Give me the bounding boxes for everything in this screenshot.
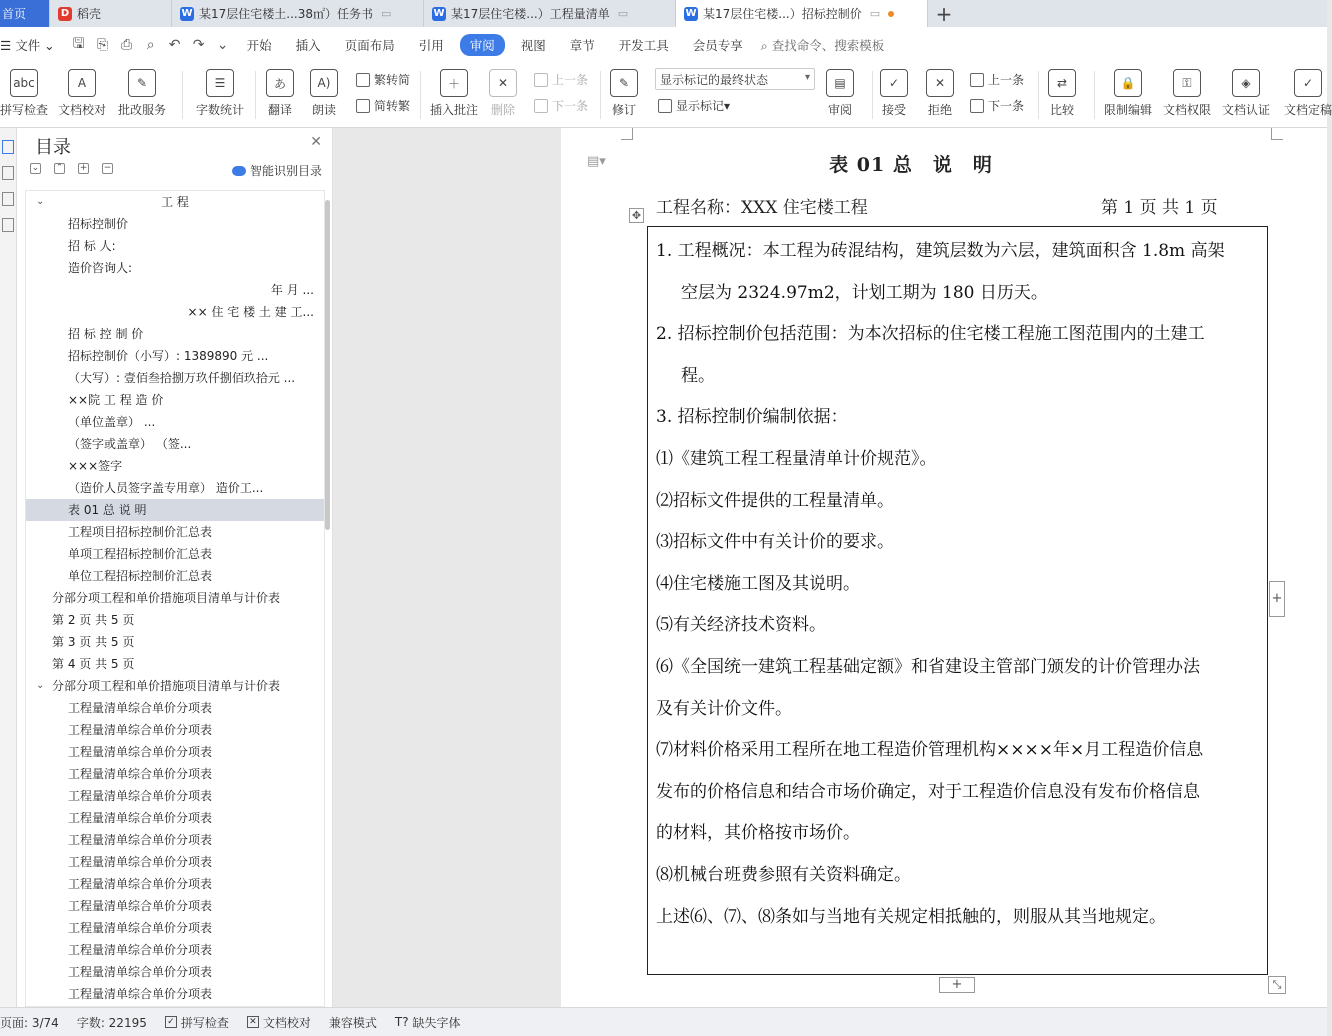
missing-font-label: 缺失字体 (412, 1015, 461, 1030)
reject-icon: ✕ (926, 69, 954, 97)
tab-close-icon[interactable]: ▭ (869, 7, 881, 20)
doc-proof-label: 文档校对 (58, 103, 107, 117)
description-box[interactable] (647, 226, 1268, 975)
toc-item[interactable] (26, 697, 324, 719)
toc-item[interactable] (26, 257, 324, 279)
tab-close-icon[interactable]: ▭ (380, 7, 392, 20)
toc-panel (17, 128, 333, 1007)
prev-change-button[interactable] (970, 71, 1024, 88)
status-spell-check-label: 拼写检查 (180, 1015, 229, 1030)
doc-paragraph: ⑺材料价格采用工程所在地工程造价管理机构××××年×月工程造价信息 (656, 740, 1204, 761)
tab-label: 某17层住宅楼土...38㎡）任务书 (199, 7, 373, 21)
toc-item[interactable] (26, 543, 324, 565)
next-comment-icon (534, 99, 548, 113)
toc-item-label: 第 4 页 共 5 页 (52, 657, 135, 671)
toc-item-label: ×××签字 (68, 459, 123, 473)
accept-label: 接受 (881, 103, 906, 117)
toc-item[interactable] (26, 235, 324, 257)
toc-item[interactable] (26, 345, 324, 367)
toc-item[interactable] (26, 411, 324, 433)
daoke-icon: D (58, 7, 72, 21)
close-icon[interactable]: ✕ (310, 134, 322, 150)
word-doc-icon: W (433, 8, 445, 19)
next-comment-button[interactable] (534, 97, 588, 114)
toc-item-label: 工程量清单综合单价分项表 (68, 723, 213, 737)
insert-comment-button[interactable] (430, 69, 478, 118)
accept-button[interactable] (880, 69, 908, 118)
preview-icon[interactable]: ⌕ (146, 37, 155, 53)
menu-bar (0, 27, 1327, 63)
track-changes-icon: ✎ (610, 69, 638, 97)
doc-paragraph: 程。 (681, 365, 715, 386)
collapse-all-icon[interactable]: ⌄ (31, 163, 40, 173)
word-count[interactable]: 字数: 22195 (76, 1015, 147, 1030)
ribbon-divider (872, 71, 873, 119)
toc-item-label: 工程量清单综合单价分项表 (68, 745, 213, 759)
compare-label: 比较 (1049, 103, 1074, 117)
doc-paragraph: 空层为 2324.97m2，计划工期为 180 日历天。 (681, 282, 1048, 303)
toc-item-label: 分部分项工程和单价措施项目清单与计价表 (52, 679, 281, 693)
page-corner-mark (621, 128, 633, 140)
remove-heading-icon[interactable]: − (103, 163, 112, 173)
search-placeholder: 查找命令、搜索模板 (771, 38, 885, 53)
ribbon-divider (1038, 71, 1039, 119)
menu-view[interactable]: 视图 (520, 38, 546, 53)
toc-item-label: 工 程 (161, 195, 189, 209)
toc-list (25, 190, 325, 1007)
toc-item-label: 招标控制价 (68, 217, 129, 231)
prev-comment-label: 上一条 (552, 73, 589, 87)
file-menu-label: 文件 (15, 38, 41, 53)
doc-finalize-icon: ✓ (1294, 69, 1322, 97)
expand-all-icon[interactable]: ⌃ (55, 163, 64, 173)
toc-item[interactable] (26, 675, 324, 697)
chevron-down-icon[interactable]: ⌄ (36, 680, 45, 691)
menu-review[interactable]: 审阅 (460, 34, 505, 56)
doc-paragraph: ⑶招标文件中有关计价的要求。 (656, 532, 894, 553)
undo-icon[interactable]: ↶ (168, 37, 181, 53)
doc-proof-icon: A (68, 69, 96, 97)
menu-start[interactable]: 开始 (246, 38, 272, 53)
toc-item-label: 工程量清单综合单价分项表 (68, 965, 213, 979)
restrict-edit-icon: 🔒 (1114, 69, 1142, 97)
toc-item[interactable] (26, 499, 324, 521)
toc-item-label: 年 月 ... (270, 283, 314, 297)
toc-item[interactable] (26, 983, 324, 1005)
toc-item-label: 招 标 人: (68, 239, 116, 253)
menu-page-layout[interactable]: 页面布局 (344, 38, 395, 53)
doc-paragraph: ⑸有关经济技术资料。 (656, 615, 826, 636)
ribbon-divider (255, 71, 256, 119)
word-doc-icon: W (685, 8, 697, 19)
toc-item[interactable] (26, 763, 324, 785)
toc-item-label: （单位盖章） ... (68, 415, 156, 429)
toc-item-label: 表 01 总 说 明 (68, 503, 147, 517)
toc-item-label: ××院 工 程 造 价 (68, 393, 164, 407)
command-search[interactable] (761, 36, 885, 54)
tab-bid-control-price[interactable] (676, 0, 928, 27)
table-resize-handle[interactable]: ⤡ (1268, 976, 1286, 994)
show-markup-label: 显示标记 (676, 99, 725, 113)
review-pane-button[interactable] (826, 69, 854, 118)
tab-home-label: 首页 (2, 7, 27, 21)
batch-service-button[interactable] (118, 69, 166, 118)
toc-item[interactable] (26, 895, 324, 917)
ribbon-divider (600, 71, 601, 119)
doc-paragraph: ⑷住宅楼施工图及其说明。 (656, 573, 860, 594)
toc-item[interactable] (26, 433, 324, 455)
status-doc-proof[interactable] (247, 1014, 311, 1031)
toc-item-label: （造价人员签字盖专用章） 造价工... (68, 481, 264, 495)
save-icon[interactable]: 🖫 (72, 36, 85, 52)
ribbon-divider (1094, 71, 1095, 119)
toc-item[interactable] (26, 653, 324, 675)
toc-item[interactable] (26, 719, 324, 741)
trad-to-simp-button[interactable] (356, 71, 410, 88)
page-options-icon[interactable]: ▤▾ (587, 154, 606, 169)
add-row-button[interactable]: + (939, 977, 975, 993)
toc-item[interactable] (26, 455, 324, 477)
insert-comment-icon: ＋ (440, 69, 468, 97)
tab-label: 稻壳 (77, 7, 102, 21)
toc-scrollbar[interactable] (325, 200, 330, 530)
smart-toc-button[interactable] (232, 162, 322, 179)
checkbox-icon: ✓ (165, 1016, 177, 1028)
read-aloud-label: 朗读 (311, 103, 336, 117)
toc-item-label: 单项工程招标控制价汇总表 (68, 547, 213, 561)
word-doc-icon: W (181, 8, 193, 19)
print-icon[interactable]: ⎙ (121, 37, 133, 53)
doc-finalize-label: 文档定稿 (1284, 103, 1332, 117)
unsaved-dot-icon (888, 11, 894, 17)
doc-certify-label: 文档认证 (1222, 103, 1271, 117)
doc-paragraph: ⑹《全国统一建筑工程基础定额》和省建设主管部门颁发的计价管理办法 (656, 656, 1200, 677)
tab-daoke[interactable] (50, 0, 172, 27)
status-bar (0, 1007, 1327, 1036)
next-change-button[interactable] (970, 97, 1024, 114)
review-ribbon (0, 63, 1332, 128)
markup-state-value: 显示标记的最终状态 (660, 73, 769, 87)
status-doc-proof-label: 文档校对 (262, 1015, 311, 1030)
redo-icon[interactable]: ↷ (192, 37, 205, 53)
restrict-edit-label: 限制编辑 (1104, 103, 1153, 117)
toc-item[interactable] (26, 829, 324, 851)
translate-icon: あ (266, 69, 294, 97)
prev-comment-icon (534, 73, 548, 87)
add-column-button[interactable]: + (1269, 581, 1285, 617)
bookmark-nav-icon[interactable] (2, 192, 14, 206)
toc-item-label: 工程量清单综合单价分项表 (68, 899, 213, 913)
toc-item-label: 工程量清单综合单价分项表 (68, 789, 213, 803)
toc-item[interactable] (26, 807, 324, 829)
search-nav-icon[interactable] (2, 218, 14, 232)
review-pane-label: 审阅 (827, 103, 852, 117)
tab-task-book[interactable] (172, 0, 424, 27)
doc-paragraph: 1. 工程概况：本工程为砖混结构，建筑层数为六层，建筑面积含 1.8m 高架 (656, 241, 1225, 261)
export-icon[interactable]: ⎘ (97, 37, 109, 53)
toc-item[interactable] (26, 873, 324, 895)
track-changes-label: 修订 (611, 103, 636, 117)
simp-to-trad-button[interactable] (356, 97, 410, 114)
new-tab-button[interactable]: + (935, 1, 953, 26)
toc-item-label: 工程量清单综合单价分项表 (68, 811, 213, 825)
document-area (333, 128, 1327, 1007)
toc-item-label: 工程量清单综合单价分项表 (68, 701, 213, 715)
doc-proof-small-icon: ✕ (247, 1016, 259, 1028)
toc-item-label: 工程项目招标控制价汇总表 (68, 525, 213, 539)
missing-font[interactable] (395, 1014, 461, 1031)
doc-certify-icon: ◈ (1232, 69, 1260, 97)
toc-item-label: 工程量清单综合单价分项表 (68, 987, 213, 1001)
doc-paragraph: 上述⑹、⑺、⑻条如与当地有关规定相抵触的，则服从其当地规定。 (656, 906, 1166, 927)
add-heading-icon[interactable]: + (79, 163, 88, 173)
doc-paragraph: ⑻机械台班费参照有关资料确定。 (656, 864, 911, 885)
doc-proof-button[interactable] (58, 69, 106, 118)
doc-paragraph: ⑵招标文件提供的工程量清单。 (656, 490, 894, 511)
doc-permission-label: 文档权限 (1163, 103, 1212, 117)
show-markup-button[interactable]: 显示标记 ▾ (658, 97, 730, 114)
menu-chapter[interactable]: 章节 (569, 38, 595, 53)
toc-item-label: 工程量清单综合单价分项表 (68, 855, 213, 869)
doc-paragraph: 的材料，其价格按市场价。 (656, 823, 860, 844)
toc-item[interactable] (26, 521, 324, 543)
doc-title: 表 01 总 说 明 (829, 154, 993, 176)
word-count-label: 字数统计 (196, 103, 245, 117)
toc-item[interactable] (26, 785, 324, 807)
doc-paragraph: 及有关计价文件。 (656, 698, 792, 719)
toc-item-label: （签字或盖章） （签... (68, 437, 192, 451)
toc-item[interactable] (26, 565, 324, 587)
page-info: 第 1 页 共 1 页 (1101, 198, 1218, 218)
toc-item[interactable] (26, 279, 324, 301)
toc-item-label: （大写）: 壹佰叁拾捌万玖仟捌佰玖拾元 ... (68, 371, 296, 385)
toc-item-label: 第 3 页 共 5 页 (52, 635, 135, 649)
doc-finalize-button[interactable] (1284, 69, 1332, 118)
spell-check-button[interactable] (0, 69, 48, 118)
tab-label: 某17层住宅楼...）招标控制价 (703, 7, 862, 21)
next-change-icon (970, 99, 984, 113)
doc-permission-button[interactable] (1163, 69, 1211, 118)
markup-state-select[interactable] (655, 68, 815, 90)
status-spell-check[interactable] (165, 1014, 229, 1031)
simp-to-trad-icon (356, 99, 370, 113)
reject-button[interactable] (926, 69, 954, 118)
track-changes-button[interactable] (610, 69, 638, 118)
delete-comment-button[interactable] (489, 69, 517, 118)
toc-item-label: 造价咨询人: (68, 261, 133, 275)
smart-toc-icon (232, 166, 246, 176)
toc-item[interactable] (26, 389, 324, 411)
tab-bar (0, 0, 1327, 27)
font-icon: T? (394, 1015, 409, 1029)
compare-icon: ⇄ (1048, 69, 1076, 97)
toc-item-label: 单位工程招标控制价汇总表 (68, 569, 213, 583)
toc-item-label: 招 标 控 制 价 (68, 327, 144, 341)
ribbon-divider (182, 71, 183, 119)
project-name: 工程名称：XXX 住宅楼工程 (656, 198, 868, 218)
pages-nav-icon[interactable] (2, 166, 14, 180)
toc-item[interactable] (26, 587, 324, 609)
search-icon: ⌕ (760, 38, 768, 53)
toc-item-label: ×× 住 宅 楼 土 建 工... (187, 305, 314, 319)
doc-permission-icon: ⚿ (1173, 69, 1201, 97)
menu-insert[interactable]: 插入 (295, 38, 321, 53)
spell-check-label: 拼写检查 (0, 103, 49, 117)
reject-label: 拒绝 (927, 103, 952, 117)
toc-item[interactable] (26, 939, 324, 961)
toc-item[interactable] (26, 851, 324, 873)
toc-item[interactable] (26, 741, 324, 763)
delete-comment-label: 删除 (490, 103, 515, 117)
toc-item[interactable] (26, 961, 324, 983)
toc-item-label: 工程量清单综合单价分项表 (68, 833, 213, 847)
prev-comment-button[interactable] (534, 71, 588, 88)
word-count-button[interactable] (196, 69, 244, 118)
translate-button[interactable] (266, 69, 294, 118)
read-aloud-button[interactable] (310, 69, 338, 118)
toc-item[interactable] (26, 323, 324, 345)
prev-change-label: 上一条 (988, 73, 1025, 87)
left-nav-strip (0, 128, 17, 1007)
toc-item[interactable] (26, 631, 324, 653)
delete-comment-icon: ✕ (489, 69, 517, 97)
batch-service-icon: ✎ (128, 69, 156, 97)
toc-item[interactable] (26, 477, 324, 499)
table-move-handle[interactable]: ✥ (629, 208, 644, 223)
word-count-icon: ☰ (206, 69, 234, 97)
toc-item-label: 分部分项工程和单价措施项目清单与计价表 (52, 591, 281, 605)
toc-nav-icon[interactable] (2, 140, 14, 154)
toc-item-label: 招标控制价（小写）: 1389890 元 ... (68, 349, 269, 363)
toc-item[interactable] (26, 609, 324, 631)
show-markup-icon (658, 99, 672, 113)
chevron-down-icon[interactable]: ⌄ (36, 196, 45, 207)
trad-to-simp-label: 繁转简 (374, 73, 411, 87)
page-indicator[interactable]: 页面: 3/74 (0, 1015, 59, 1030)
file-menu[interactable]: ☰ 文件 ⌄ (0, 38, 55, 53)
review-pane-icon: ▤ (826, 69, 854, 97)
tab-bill-of-quantities[interactable] (424, 0, 676, 27)
toc-item-label: 工程量清单综合单价分项表 (68, 921, 213, 935)
toc-item[interactable] (26, 191, 324, 213)
document-page (561, 128, 1327, 1007)
doc-paragraph: 3. 招标控制价编制依据： (656, 407, 848, 428)
toc-item-label: 第 2 页 共 5 页 (52, 613, 135, 627)
accept-icon: ✓ (880, 69, 908, 97)
doc-paragraph: ⑴《建筑工程工程量清单计价规范》。 (656, 448, 937, 469)
toc-title: 目录 (35, 137, 71, 158)
toc-item-label: 工程量清单综合单价分项表 (68, 943, 213, 957)
toc-item[interactable] (26, 367, 324, 389)
compat-mode: 兼容模式 (328, 1015, 377, 1030)
doc-paragraph: 发布的价格信息和结合市场价确定，对于工程造价信息没有发布价格信息 (656, 781, 1200, 802)
prev-change-icon (970, 73, 984, 87)
tab-label: 某17层住宅楼...）工程量清单 (451, 7, 610, 21)
toc-item-label: 工程量清单综合单价分项表 (68, 767, 213, 781)
simp-to-trad-label: 简转繁 (374, 99, 411, 113)
compare-button[interactable] (1048, 69, 1076, 118)
menu-developer[interactable]: 开发工具 (618, 38, 669, 53)
ribbon-divider (420, 71, 421, 119)
insert-comment-label: 插入批注 (430, 103, 479, 117)
doc-paragraph: 2. 招标控制价包括范围：为本次招标的住宅楼工程施工图范围内的土建工 (656, 324, 1205, 345)
read-aloud-icon: A) (310, 69, 338, 97)
tab-close-icon[interactable]: ▭ (617, 7, 629, 20)
translate-label: 翻译 (267, 103, 292, 117)
doc-certify-button[interactable] (1222, 69, 1270, 118)
toc-item[interactable] (26, 213, 324, 235)
menu-member[interactable]: 会员专享 (692, 38, 743, 53)
restrict-edit-button[interactable] (1104, 69, 1152, 118)
trad-to-simp-icon (356, 73, 370, 87)
chevron-down-icon[interactable]: ⌄ (216, 37, 229, 53)
next-change-label: 下一条 (988, 99, 1025, 113)
toc-item[interactable] (26, 917, 324, 939)
batch-service-label: 批改服务 (118, 103, 167, 117)
tab-home[interactable] (0, 0, 50, 27)
spell-check-icon: abc (10, 69, 38, 97)
menu-references[interactable]: 引用 (418, 38, 444, 53)
next-comment-label: 下一条 (552, 99, 589, 113)
page-corner-mark (1271, 128, 1283, 140)
toc-item-label: 工程量清单综合单价分项表 (68, 877, 213, 891)
toc-item[interactable] (26, 301, 324, 323)
smart-toc-label: 智能识别目录 (249, 164, 322, 178)
